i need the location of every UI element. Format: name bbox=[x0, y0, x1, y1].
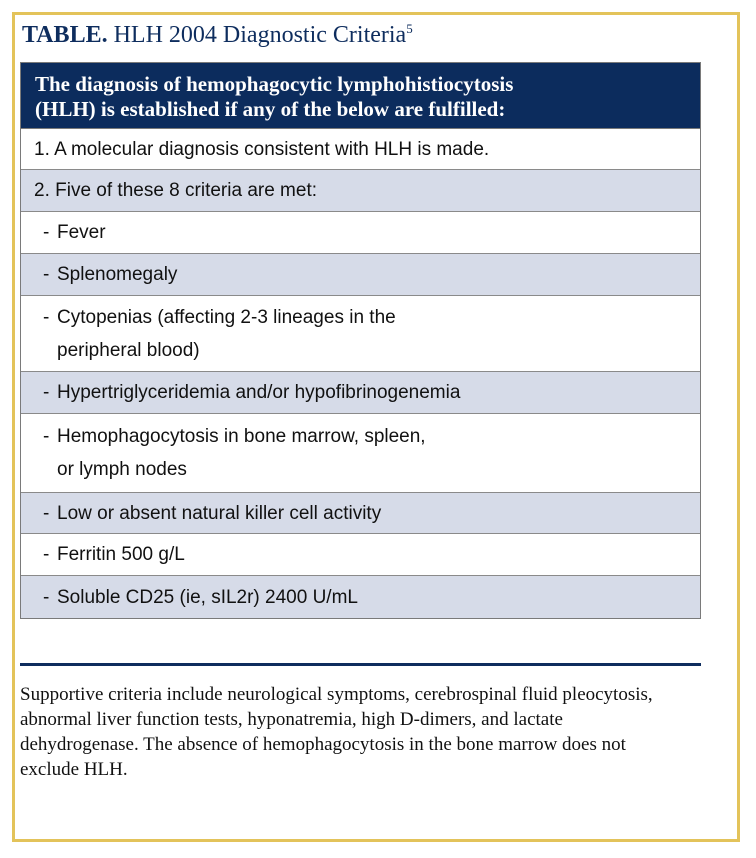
table-row bbox=[21, 372, 700, 414]
table-row bbox=[21, 254, 700, 296]
table-row bbox=[21, 296, 700, 372]
list-dash: - bbox=[43, 544, 50, 565]
table-row bbox=[21, 129, 700, 170]
title-lead: TABLE. bbox=[22, 22, 108, 48]
row-five-criteria: 2. Five of these 8 criteria are met: bbox=[34, 180, 318, 201]
table-row bbox=[21, 170, 700, 212]
table-title bbox=[22, 22, 413, 49]
table-row bbox=[21, 212, 700, 254]
footnote: Supportive criteria include neurological symptoms, cerebrospinal fluid pleocytosis, abnormal liver function tests, hyponatremia, high D-dimers, and lactate dehydrogenase. The absence of hemophagocytosis in the bone marrow does not exclude HLH. bbox=[20, 684, 653, 780]
list-dash: - bbox=[43, 502, 50, 524]
table-row bbox=[21, 493, 700, 534]
list-dash: - bbox=[43, 222, 50, 243]
list-dash: - bbox=[43, 382, 50, 403]
table-row bbox=[21, 576, 700, 618]
criteria-table bbox=[20, 62, 701, 619]
criterion-nk-activity: Low or absent natural killer cell activity bbox=[57, 502, 382, 524]
header-line-1: The diagnosis of hemophagocytic lymphohistiocytosis bbox=[35, 72, 514, 96]
table-header bbox=[21, 63, 700, 129]
criterion-fever: Fever bbox=[57, 222, 106, 243]
list-dash: - bbox=[43, 586, 50, 608]
list-dash: - bbox=[43, 426, 50, 447]
criterion-cytopenias-line-1: Cytopenias (affecting 2-3 lineages in the bbox=[57, 306, 396, 328]
row-molecular-diagnosis: 1. A molecular diagnosis consistent with HLH is made. bbox=[34, 138, 490, 160]
list-dash: - bbox=[43, 264, 50, 285]
criterion-soluble-cd25: Soluble CD25 (ie, sIL2r) 2400 U/mL bbox=[57, 586, 358, 608]
criterion-ferritin: Ferritin 500 g/L bbox=[57, 544, 185, 565]
title-reference: 5 bbox=[406, 21, 413, 36]
criterion-splenomegaly: Splenomegaly bbox=[57, 264, 178, 285]
criterion-hemophagocytosis-line-2: or lymph nodes bbox=[57, 459, 187, 480]
table-row bbox=[21, 414, 700, 493]
criterion-cytopenias-line-2: peripheral blood) bbox=[57, 339, 200, 361]
criterion-hypertriglyceridemia: Hypertriglyceridemia and/or hypofibrinogenemia bbox=[57, 382, 461, 403]
list-dash: - bbox=[43, 306, 50, 328]
header-line-2: (HLH) is established if any of the below are fulfilled: bbox=[35, 97, 506, 121]
divider-rule bbox=[20, 663, 701, 666]
criterion-hemophagocytosis-line-1: Hemophagocytosis in bone marrow, spleen, bbox=[57, 426, 426, 447]
title-text: HLH 2004 Diagnostic Criteria bbox=[113, 22, 407, 48]
table-row bbox=[21, 534, 700, 576]
